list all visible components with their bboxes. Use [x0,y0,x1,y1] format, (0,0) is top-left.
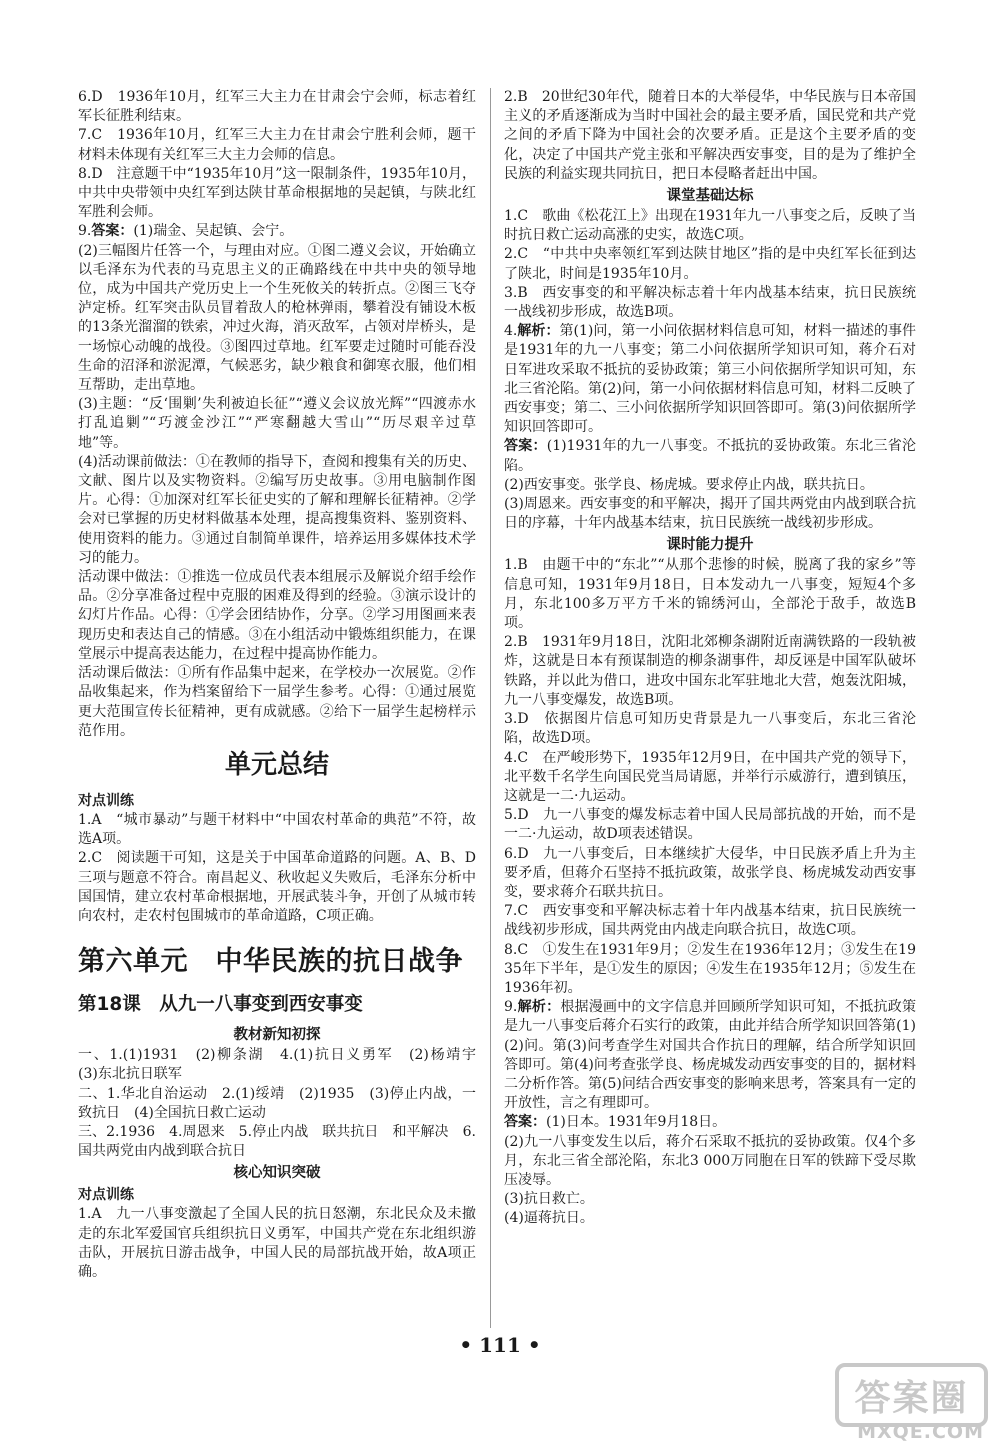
right-column [504,88,916,1229]
answer-paragraph: 活动课后做法：①所有作品集中起来，在学校办一次展览。②作品收集起来，作为档案留给下一届学生参考。心得：①通过展览更大范围宣传长征精神，更有成就感。②给下一届学生起榜样示范作用。 [78,665,476,739]
answer-text: (1)1931年的九一八事变。不抵抗的妥协政策。东北三省沦陷。 [504,438,917,474]
analysis-label: 解析： [517,999,561,1016]
answer-paragraph: (2)九一八事变发生以后，蒋介石采取不抵抗的妥协政策。仅4个多月，东北三省全部沦陷，东北3 000万同胞在日军的铁蹄下受尽欺压凌辱。 [504,1133,916,1188]
watermark-logo [838,1363,988,1443]
question-number: 9. [78,223,92,240]
answer-item: 1.C 歌曲《松花江上》出现在1931年九一八事变之后，反映了当时抗日救亡运动高涨的史实，故选C项。 [504,208,916,244]
answer-item: 2.B 20世纪30年代，随着日本的大举侵华，中华民族与日本帝国主义的矛盾逐渐成为当时中国社会的最主要矛盾，国民党和共产党之间的矛盾下降为中国社会的次要矛盾。正是这个主要矛盾的变化，决定了中国共产党主张和平解决西安事变，目的是为了维护全民族的利益实现共同抗日，把日本侵略者赶出中国。 [504,89,916,182]
section-title: 课时能力提升 [666,536,754,554]
section-title: 课堂基础达标 [666,187,754,205]
answer-item: 4.C 在严峻形势下，1935年12月9日，在中国共产党的领导下，北平数千名学生向国民党当局请愿，并举行示威游行，遭到镇压，这就是一二·九运动。 [504,749,916,804]
answer-item: 2.C 阅读题干可知，这是关于中国革命道路的问题。A、B、D三项与题意不符合。南昌起义、秋收起义失败后，毛泽东分析中国国情，建立农村革命根据地，开展武装斗争，开创了从城市转向农村，走农村包围城市的革命道路，C项正确。 [78,850,476,924]
answer-paragraph: (4)活动课前做法：①在教师的指导下，查阅和搜集有关的历史、文献、图片以及实物资料。②编写历史故事。③用电脑制作图片。心得：①加深对红军长征史实的了解和理解长征精神。②学会对已掌握的历史材料做基本处理，提高搜集资料、鉴别资料、使用资料的能力。③通过自制简单课件，培养运用多媒体技术学习的能力。 [78,453,476,566]
answer-item: 8.C ①发生在1931年9月；②发生在1936年12月；③发生在1935年下半年，是①发生的原因；④发生在1935年12月；⑤发生在1936年初。 [504,941,916,996]
watermark-url: MXQE.COM [857,1421,984,1443]
answer-item [504,322,916,437]
analysis-text: 根据漫画中的文字信息并回顾所学知识可知，不抵抗政策是九一八事变后蒋介石实行的政策，由此并结合所学知识回答第(1)(2)问。第(3)问考查学生对国共合作抗日的理解，结合所学知识回答即可。第(4)问考查张学良、杨虎城发动西安事变的目的，据材料二分析作答。第(5)问结合西安事变的影响来思考，答案具有一定的开放性，言之有理即可。 [504,999,917,1112]
watermark-text: 答案圈 [835,1363,988,1427]
answer-item: 一、1.(1)1931 (2)柳条湖 4.(1)抗日义勇军 (2)杨靖宇 (3)东北抗日联军 [78,1047,490,1083]
answer-text: (1)瑞金、吴起镇、会宁。 [133,223,294,240]
answer-item: 2.B 1931年9月18日，沈阳北郊柳条湖附近南满铁路的一段轨被炸，这就是日本有预谋制造的柳条湖事件，却反诬是中国军队破坏铁路，并以此为借口，进攻中国东北军驻地北大营，炮轰沈阳城，九一八事变爆发，故选B项。 [504,634,916,708]
answer-item: 3.D 依据图片信息可知历史背景是九一八事变后，东北三省沦陷，故选D项。 [504,711,916,747]
section-title: 教材新知初探 [233,1026,321,1044]
answer-paragraph: (3)周恩来。西安事变的和平解决，揭开了国共两党由内战到联合抗日的序幕，十年内战基本结束，抗日民族统一战线初步形成。 [504,496,916,532]
answer-item: 2.C “中共中央率领红军到达陕甘地区”指的是中央红军长征到达了陕北，时间是1935年10月。 [504,246,916,282]
answer-item: 1.B 由题干中的“东北”“从那个悲惨的时候，脱离了我的家乡”等信息可知，1931年9月18日，日本发动九一八事变，短短4个多月，东北100多万平方千米的锦绣河山，全部沦于敌手，故选B项。 [504,557,916,632]
answer-paragraph: (2)西安事变。张学良、杨虎城。要求停止内战，联共抗日。 [504,476,874,493]
answer-label: 答案： [91,223,134,240]
unit-summary-title: 单元总结 [224,749,329,780]
answer-item: 二、1.华北自治运动 2.(1)绥靖 (2)1935 (3)停止内战，一致抗日 (4)全国抗日救亡运动 [78,1085,476,1121]
answer-item: 6.D 九一八事变后，日本继续扩大侵华，中日民族矛盾上升为主要矛盾，但蒋介石坚持不抵抗政策，故张学良、杨虎城发动西安事变，要求蒋介石联共抗日。 [504,845,916,900]
answer-item: 7.C 西安事变和平解决标志着十年内战基本结束，抗日民族统一战线初步形成，国共两党由内战走向联合抗日，故选C项。 [504,903,916,939]
section-title: 核心知识突破 [233,1164,321,1182]
practice-label: 对点训练 [78,1187,134,1204]
question-number: 9. [504,999,518,1016]
page-number: • 111 • [459,1333,541,1357]
answer-item: 7.C 1936年10月，红军三大主力在甘肃会宁胜利会师，题干材料未体现有关红军三大主力会师的信息。 [78,127,476,163]
answer-label: 答案： [504,438,547,455]
column-divider [490,88,491,1328]
answer-paragraph: (2)三幅图片任答一个，与理由对应。①图二遵义会议，开始确立以毛泽东为代表的马克思主义的正确路线在中共中央的领导地位，成为中国共产党历史上一个生死攸关的转折点。②图三飞夺泸定桥。红军突击队员冒着敌人的枪林弹雨，攀着没有铺设木板的13条光溜溜的铁索，冲过火海，消灭敌军，占领对岸桥头，是一场惊心动魄的战役。③图四过草地。红军要走过随时可能吞没生命的沼泽和淤泥潭，气候恶劣，缺少粮食和御寒衣服，他们相互帮助，走出草地。 [78,242,476,394]
answer-paragraph: 活动课中做法：①推选一位成员代表本组展示及解说介绍手绘作品。②分享准备过程中克服的困难及得到的经验。③演示设计的幻灯片作品。心得：①学会团结协作，分享。②学习用图画来表现历史和表达自己的情感。③在小组活动中锻炼组织能力，在课堂展示中提高表达能力，在过程中提高协作能力。 [78,569,476,662]
answer-item: 3.B 西安事变的和平解决标志着十年内战基本结束，抗日民族统一战线初步形成，故选B项。 [504,284,916,321]
analysis-text: 第(1)问，第一小问依据材料信息可知，材料一描述的事件是1931年的九一八事变；第二小问依据所学知识可知，蒋介石对日军进攻采取不抵抗的妥协政策；第三小问依据所学知识可知，东北三省沦陷。第(2)问，第一小问依据材料信息可知，材料二反映了西安事变；第二、三小问依据所学知识回答即可。第(3)问依据所学知识回答即可。 [504,323,916,436]
left-column [78,88,490,1282]
answer-item: 5.D 九一八事变的爆发标志着中国人民局部抗战的开始，而不是一二·九运动，故D项表述错误。 [504,807,916,843]
answer-item [504,998,916,1113]
answer-paragraph [504,437,916,475]
answer-paragraph: (3)抗日救亡。 [504,1191,594,1208]
answer-item: 1.A 九一八事变激起了全国人民的抗日怒潮，东北民众及未撤走的东北军爱国官兵组织抗日义勇军，中国共产党在东北组织游击队，开展抗日游击战争，中国人民的局部抗战开始，故A项正确。 [78,1206,476,1280]
practice-label: 对点训练 [78,792,134,809]
answer-paragraph: (3)主题：“反‘围剿’失利被迫长征”“遵义会议放光辉”“四渡赤水打乱追剿”“巧渡金沙江”“严寒翻越大雪山”“历尽艰辛过草地”等。 [78,396,476,451]
question-number: 4. [504,323,518,340]
analysis-label: 解析： [517,323,560,340]
answer-item: 1.A “城市暴动”与题干材料中“中国农村革命的典范”不符，故选A项。 [78,811,476,848]
answer-label: 答案： [504,1114,546,1131]
lesson-title: 第18课 从九一八事变到西安事变 [78,994,363,1016]
answer-text: (1)日本。1931年9月18日。 [546,1114,727,1131]
answer-item [78,222,476,241]
unit-title: 第六单元 中华民族的抗日战争 [78,946,463,978]
answer-paragraph [504,1113,916,1132]
answer-item: 6.D 1936年10月，红军三大主力在甘肃会宁会师，标志着红军长征胜利结束。 [78,89,476,125]
answer-item: 8.D 注意题干中“1935年10月”这一限制条件，1935年10月，中共中央带领中央红军到达陕甘革命根据地的吴起镇，与陕北红军胜利会师。 [78,165,476,221]
answer-paragraph: (4)逼蒋抗日。 [504,1210,594,1227]
answer-item: 三、2.1936 4.周恩来 5.停止内战 联共抗日 和平解决 6.国共两党由内战到联合抗日 [78,1123,476,1160]
